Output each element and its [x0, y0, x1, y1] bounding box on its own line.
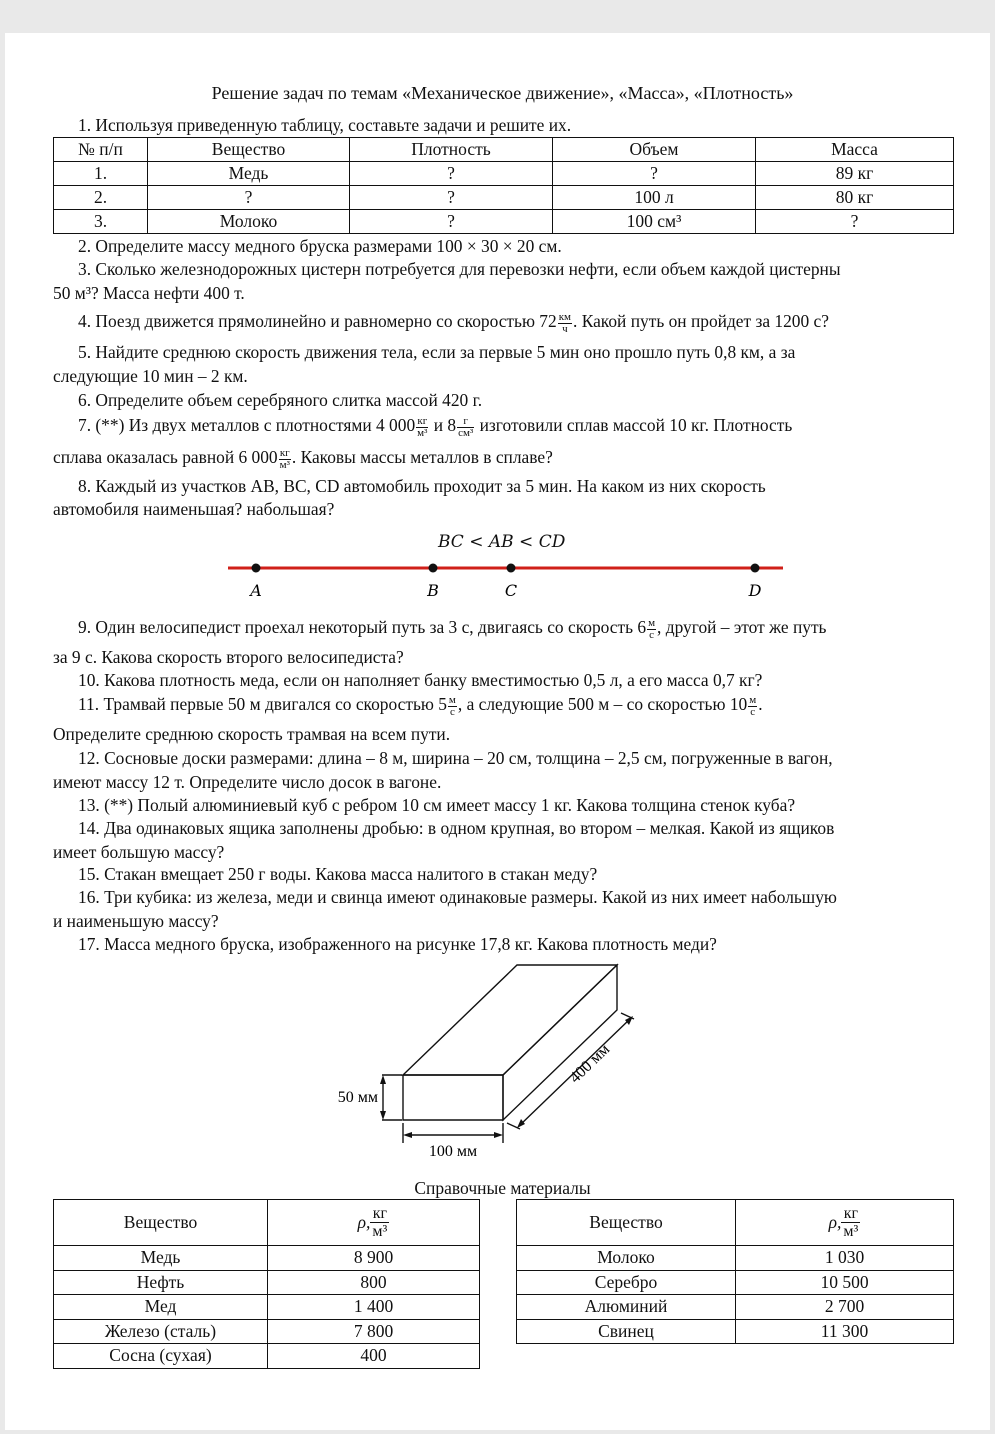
arrowhead [380, 1111, 386, 1120]
label-c: C [504, 581, 518, 600]
task-3-line1: 3. Сколько железнодорожных цистерн потребуется для перевозки нефти, если объем каждой цистерны [78, 259, 841, 279]
table-cell: 2. [54, 186, 148, 210]
table-header-cell: Плотность [350, 138, 553, 162]
task-4-text-end: . Какой путь он пройдет за 1200 с? [573, 311, 829, 331]
label-b: B [427, 581, 439, 600]
table-cell: 8 900 [268, 1246, 480, 1271]
frac-num: кг [417, 414, 428, 427]
table-header-cell: Объем [553, 138, 756, 162]
kgm3-fraction [279, 448, 291, 471]
ms-fraction [448, 695, 457, 718]
table-cell: 800 [268, 1270, 480, 1295]
point-c [507, 564, 516, 573]
task-7-line1 [53, 410, 954, 440]
table-cell: Железо (сталь) [54, 1319, 268, 1344]
table-cell: 10 500 [736, 1270, 954, 1295]
table-row [517, 1319, 954, 1344]
table-cell: 7 800 [268, 1319, 480, 1344]
arrowhead [403, 1132, 412, 1138]
table-cell: ? [553, 162, 756, 186]
table-cell: ? [148, 186, 350, 210]
table-header-cell: Вещество [148, 138, 350, 162]
reference-header-density [736, 1200, 954, 1246]
task-2: 2. Определите массу медного бруска размерами 100 × 30 × 20 см. [78, 236, 562, 256]
table-row [54, 1270, 480, 1295]
task-14-line1: 14. Два одинаковых ящика заполнены дробью: в одном крупная, во втором – мелкая. Какой из ящиков [78, 818, 835, 838]
label-d: D [748, 581, 762, 600]
reference-header-row [517, 1200, 954, 1246]
table-row [54, 1319, 480, 1344]
ms-fraction [647, 618, 656, 641]
task-11-text: . [758, 694, 763, 714]
task-8-line1: 8. Каждый из участков AB, BC, CD автомобиль проходит за 5 мин. На каком из них скорость [78, 476, 766, 496]
task-10: 10. Какова плотность меда, если он наполняет банку вместимостью 0,5 л, а его масса 0,7 кг? [78, 670, 763, 690]
task-7-text: изготовили сплав массой 10 кг. Плотность [475, 415, 793, 435]
task-12-line1: 12. Сосновые доски размерами: длина – 8 м, ширина – 20 см, толщина – 2,5 см, погруженные в вагон, [78, 748, 833, 768]
task-9-text: 9. Один велосипедист проехал некоторый путь за 3 с, двигаясь со скорость 6 [78, 617, 647, 637]
frac-den: м³ [843, 1223, 859, 1240]
height-label: 50 мм [337, 1089, 378, 1106]
table-row [517, 1246, 954, 1271]
table-cell: Сосна (сухая) [54, 1344, 268, 1369]
frac-num: г [457, 416, 474, 428]
table-cell: ? [350, 186, 553, 210]
task-5-line1: 5. Найдите среднюю скорость движения тела, если за первые 5 мин оно прошло путь 0,8 км, а за [78, 342, 796, 362]
table-row [517, 1295, 954, 1320]
task-7-text: и 8 [429, 415, 457, 435]
table-header-cell: № п/п [54, 138, 148, 162]
gcm3-fraction [457, 416, 474, 439]
point-b [429, 564, 438, 573]
frac-num: м [448, 693, 456, 706]
problem-table [53, 137, 954, 234]
arrowhead [380, 1075, 386, 1084]
table-row [54, 162, 954, 186]
frac-num: кг [370, 1205, 389, 1223]
reference-header-density [268, 1200, 480, 1246]
width-label: 100 мм [428, 1143, 478, 1160]
page-title: Решение задач по темам «Механическое движение», «Масса», «Плотность» [211, 83, 794, 103]
table-cell: 100 см³ [553, 210, 756, 234]
task-3-line2: 50 м³? Масса нефти 400 т. [53, 283, 245, 303]
table-row [54, 210, 954, 234]
segment-line-diagram [220, 556, 790, 602]
table-cell: Свинец [517, 1319, 736, 1344]
task-9-text: , другой – этот же путь [657, 617, 827, 637]
task-5-line2: следующие 10 мин – 2 км. [53, 366, 248, 386]
frac-den: с [449, 705, 455, 718]
table-cell: 89 кг [756, 162, 954, 186]
kmh-fraction [558, 312, 572, 335]
segment-relation: BC < AB < CD [438, 532, 566, 552]
task-8-line2: автомобиля наименьшая? набольшая? [53, 499, 335, 519]
table-cell: 80 кг [756, 186, 954, 210]
frac-num: кг [279, 446, 290, 459]
frac-den: см³ [458, 426, 474, 439]
table-cell: 2 700 [736, 1295, 954, 1320]
table-cell: Медь [148, 162, 350, 186]
table-cell: Нефть [54, 1270, 268, 1295]
frac-den: с [750, 705, 756, 718]
task-15: 15. Стакан вмещает 250 г воды. Какова масса налитого в стакан меду? [78, 864, 598, 884]
frac-num: м [648, 616, 656, 629]
reference-table-left [53, 1199, 480, 1369]
rho-symbol: ρ, [357, 1211, 371, 1232]
arrowhead [517, 1119, 525, 1128]
table-cell: ? [350, 162, 553, 186]
task-7-text: сплава оказалась равной 6 000 [53, 447, 278, 467]
table-cell: ? [350, 210, 553, 234]
arrowhead [494, 1132, 503, 1138]
reference-header-row [54, 1200, 480, 1246]
table-cell: 3. [54, 210, 148, 234]
table-row [54, 186, 954, 210]
task-1: 1. Используя приведенную таблицу, составьте задачи и решите их. [78, 115, 572, 135]
table-cell: ? [756, 210, 954, 234]
task-12-line2: имеют массу 12 т. Определите число досок в вагоне. [53, 772, 442, 792]
frac-den: м³ [279, 458, 290, 471]
table-cell: 11 300 [736, 1319, 954, 1344]
task-16-line2: и наименьшую массу? [53, 911, 219, 931]
reference-table-right [516, 1199, 954, 1344]
table-cell: 1 030 [736, 1246, 954, 1271]
task-11-line1 [53, 689, 954, 719]
density-unit [841, 1205, 860, 1240]
table-cell: 100 л [553, 186, 756, 210]
kgm3-fraction [416, 416, 428, 439]
frac-num: м [749, 693, 757, 706]
reference-header-substance: Вещество [517, 1200, 736, 1246]
label-a: A [250, 581, 262, 600]
block-front-face [403, 1075, 503, 1120]
frac-den: с [649, 628, 654, 641]
task-11-text: 11. Трамвай первые 50 м двигался со скоростью 5 [78, 694, 447, 714]
task-16-line1: 16. Три кубика: из железа, меди и свинца имеют одинаковые размеры. Какой из них имеет набольшую [78, 887, 837, 907]
table-row [54, 1295, 480, 1320]
frac-num: км [558, 310, 572, 323]
frac-den: ч [562, 322, 568, 335]
table-header-cell: Масса [756, 138, 954, 162]
frac-den: м³ [372, 1223, 388, 1240]
table-cell: Серебро [517, 1270, 736, 1295]
frac-den: м³ [417, 426, 428, 439]
table-row [54, 1344, 480, 1369]
table-cell: Мед [54, 1295, 268, 1320]
point-d [751, 564, 760, 573]
table-cell: Алюминий [517, 1295, 736, 1320]
table-cell: 1 400 [268, 1295, 480, 1320]
reference-header-substance: Вещество [54, 1200, 268, 1246]
rho-symbol: ρ, [828, 1211, 842, 1232]
task-13: 13. (**) Полый алюминиевый куб с ребром 10 см имеет массу 1 кг. Какова толщина стенок куба? [78, 795, 796, 815]
task-4 [53, 306, 954, 336]
task-14-line2: имеет большую массу? [53, 842, 225, 862]
table-row [517, 1270, 954, 1295]
table-row [54, 1246, 480, 1271]
task-9-line2: за 9 с. Какова скорость второго велосипедиста? [53, 647, 404, 667]
copper-block-figure [320, 955, 660, 1165]
length-label: 400 мм [566, 1040, 614, 1087]
task-7-text: . Каковы массы металлов в сплаве? [291, 447, 553, 467]
density-unit [370, 1205, 389, 1240]
table-cell: 400 [268, 1344, 480, 1369]
task-4-text: 4. Поезд движется прямолинейно и равномерно со скоростью 72 [78, 311, 557, 331]
task-7-line2 [53, 442, 954, 472]
ms-fraction [748, 695, 757, 718]
task-11-line2: Определите среднюю скорость трамвая на всем пути. [53, 724, 451, 744]
table-header-row [54, 138, 954, 162]
table-cell: Молоко [517, 1246, 736, 1271]
point-a [252, 564, 261, 573]
task-11-text: , а следующие 500 м – со скоростью 10 [457, 694, 748, 714]
table-cell: Медь [54, 1246, 268, 1271]
table-cell: 1. [54, 162, 148, 186]
task-7-text: 7. (**) Из двух металлов с плотностями 4 000 [78, 415, 416, 435]
task-17: 17. Масса медного бруска, изображенного на рисунке 17,8 кг. Какова плотность меди? [78, 934, 717, 954]
reference-title: Справочные материалы [414, 1178, 591, 1198]
task-6: 6. Определите объем серебряного слитка массой 420 г. [78, 390, 483, 410]
table-cell: Молоко [148, 210, 350, 234]
frac-num: кг [841, 1205, 860, 1223]
task-9-line1 [53, 612, 954, 642]
